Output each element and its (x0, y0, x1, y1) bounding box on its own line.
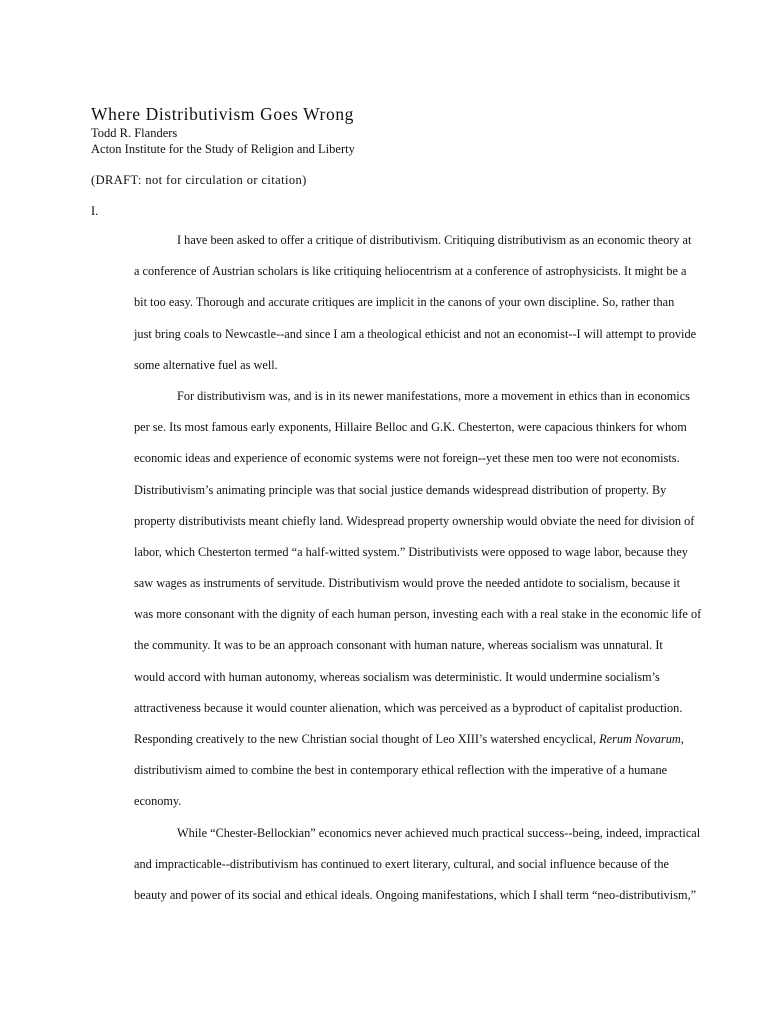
paragraph-1 (91, 225, 697, 381)
text-segment: , (680, 732, 684, 746)
body-text (91, 225, 702, 911)
text-line: property distributivists meant chiefly land. Widespread property ownership would obviate the need for division of (134, 513, 695, 528)
text-line: some alternative fuel as well. (134, 357, 278, 372)
draft-notice: (DRAFT: not for circulation or citation) (91, 173, 307, 187)
paragraph-2 (91, 381, 702, 818)
text-line: the community. It was to be an approach consonant with human nature, whereas socialism was unnatural. It (134, 638, 663, 653)
document-title: Where Distributivism Goes Wrong (91, 104, 355, 124)
text-line: economic ideas and experience of economic systems were not foreign--yet these men too were not economists. (134, 451, 680, 466)
paragraph-3 (91, 818, 701, 912)
text-line: and impracticable--distributivism has continued to exert literary, cultural, and social influence because of the (134, 856, 669, 871)
text-line: would accord with human autonomy, whereas socialism was deterministic. It would undermine socialism’s (134, 669, 660, 684)
text-line: just bring coals to Newcastle--and since I am a theological ethicist and not an economist--I will attempt to provide (134, 326, 697, 341)
text-line: While “Chester-Bellockian” economics never achieved much practical success--being, indeed, impractical (177, 825, 701, 840)
text-line: distributivism aimed to combine the best in contemporary ethical reflection with the imperative of a humane (134, 763, 668, 778)
encyclical-title: Rerum Novarum (599, 732, 681, 746)
text-line: economy. (134, 794, 182, 809)
text-line: beauty and power of its social and ethical ideals. Ongoing manifestations, which I shall term “neo-distributivism,” (134, 887, 697, 902)
text-line: labor, which Chesterton termed “a half-witted system.” Distributivists were opposed to wage labor, because they (134, 544, 688, 559)
section-heading: I. (91, 204, 99, 218)
text-line: Distributivism’s animating principle was that social justice demands widespread distribution of property. By (134, 482, 667, 497)
text-line: I have been asked to offer a critique of distributivism. Critiquing distributivism as an economic theory at (177, 233, 692, 247)
text-line: a conference of Austrian scholars is like critiquing heliocentrism at a conference of astrophysicists. It might be a (134, 264, 687, 279)
text-line: per se. Its most famous early exponents, Hillaire Belloc and G.K. Chesterton, were capacious thinkers for whom (134, 420, 687, 435)
text-line-encyclical (91, 724, 685, 755)
text-line: attractiveness because it would counter alienation, which was perceived as a byproduct of capitalist production. (134, 700, 683, 715)
text-line: was more consonant with the dignity of each human person, investing each with a real stake in the economic life of (134, 607, 702, 622)
author-affiliation: Acton Institute for the Study of Religion and Liberty (91, 142, 355, 156)
text-line: bit too easy. Thorough and accurate critiques are implicit in the canons of your own discipline. So, rather than (134, 295, 675, 310)
author-name: Todd R. Flanders (91, 126, 178, 140)
text-line: For distributivism was, and is in its newer manifestations, more a movement in ethics than in economics (177, 388, 690, 403)
text-segment: Responding creatively to the new Christian social thought of Leo XIII’s watershed encyclical, (134, 732, 600, 746)
text-line: saw wages as instruments of servitude. Distributivism would prove the needed antidote to socialism, because it (134, 576, 681, 591)
